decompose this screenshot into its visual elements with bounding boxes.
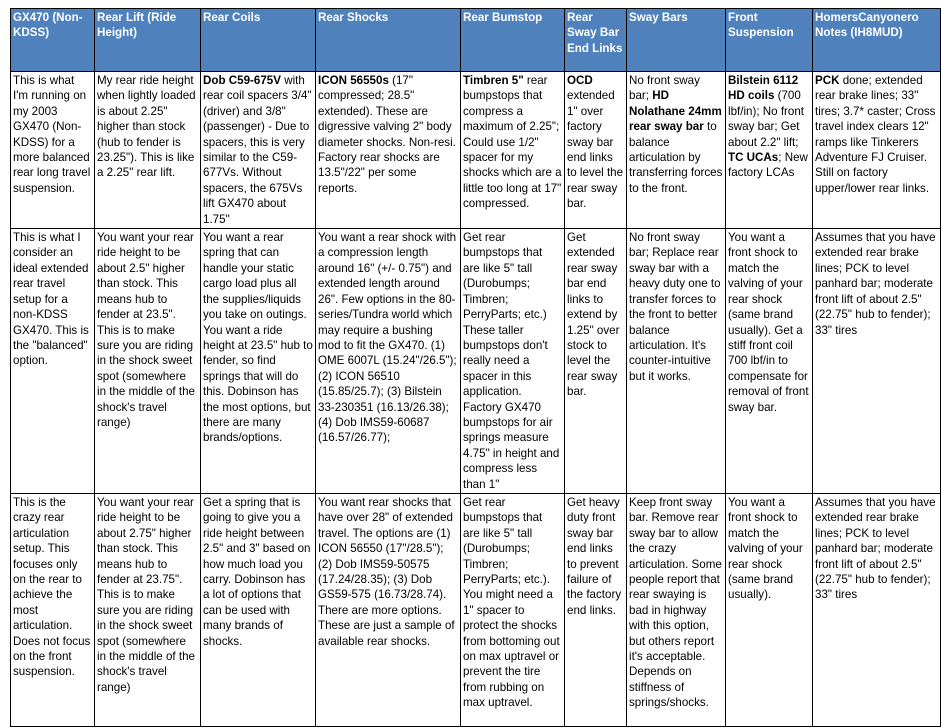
cell-text: (700 lbf/in); No front sway bar; Get about 2.2" lift; <box>728 89 805 149</box>
cell-setup <box>11 229 95 494</box>
cell-text: to balance articulation by transferring forces to the front. <box>629 120 723 195</box>
table-row <box>11 493 941 726</box>
cell-front-suspension <box>726 229 813 494</box>
header-front-suspension: Front Suspension <box>726 9 813 72</box>
cell-text: You want your rear ride height to be about 2.75" higher than stock. This means hub to fender at 23.75". This is to make sure you are riding in the shock sweet spot (somewhere in the middle of the shock's travel range) <box>97 495 195 694</box>
cell-sway-bars <box>627 229 726 494</box>
header-notes: HomersCanyonero Notes (IH8MUD) <box>813 9 941 72</box>
cell-rear-lift <box>95 229 201 494</box>
cell-end-links <box>565 493 627 726</box>
cell-rear-bumpstop <box>461 493 565 726</box>
cell-setup <box>11 493 95 726</box>
cell-end-links <box>565 229 627 494</box>
cell-text-bold: Timbren 5" <box>463 74 524 87</box>
cell-rear-shocks <box>316 229 461 494</box>
suspension-comparison-table <box>10 8 941 727</box>
cell-sway-bars <box>627 493 726 726</box>
cell-text: You want a rear spring that can handle your static cargo load plus all the supplies/liquids you take on outings. You want a ride height at 23.5" hub to fender, so find springs that will do this. Dobinson has the most options, but there are many brands/options. <box>203 231 313 445</box>
cell-rear-shocks <box>316 493 461 726</box>
cell-text: No front sway bar; <box>629 74 700 103</box>
cell-text: Get a spring that is going to give you a ride height between 2.5" and 3" based on how much load you carry. Dobinson has a lot of options that can be used with many brands of shocks. <box>203 495 311 648</box>
cell-text: Get heavy duty front sway bar end links to prevent failure of the factory end links. <box>567 495 622 617</box>
cell-text: Get rear bumpstops that are like 5" tall (Durobumps; Timbren; PerryParts; etc.) These taller bumpstops don't really need a spacer in this application. Factory GX470 bumpstops for air springs measure 4.75" in height and compress less than 1" <box>463 231 560 491</box>
table-row <box>11 229 941 494</box>
header-sway-bar-end-links: Rear Sway Bar End Links <box>565 9 627 72</box>
cell-text: This is the crazy rear articulation setup. This focuses only on the rear to achieve the most articulation. Does not focus on the front suspension. <box>13 495 91 679</box>
table-row <box>11 72 941 229</box>
cell-text: You want rear shocks that have over 28" of extended travel. The options are (1) ICON 56550 (17"/28.5"); (2) Dob IMS59-50575 (17.24/28.35); (3) Dob GS59-575 (16.73/28.74). There are more options. These are just a sample of available rear shocks. <box>318 495 455 648</box>
cell-text: This is what I'm running on my 2003 GX470 (Non-KDSS) for a more balanced rear long travel suspension. <box>13 74 91 195</box>
cell-notes <box>813 493 941 726</box>
cell-setup <box>11 72 95 229</box>
cell-text-bold: HD Nolathane 24mm rear sway bar <box>629 89 722 134</box>
cell-notes <box>813 229 941 494</box>
cell-text-bold: OCD <box>567 74 593 87</box>
cell-text: Get rear bumpstops that are like 5" tall (Durobumps; Timbren; PerryParts; etc.). You might need a 1" spacer to protect the shocks from bottoming out on max uptravel or prevent the tire from rubbing on max uptravel. <box>463 495 560 710</box>
cell-text: (17" compressed; 28.5" extended). These are digressive valving 2" body diameter shocks. Non-resi. Factory rear shocks are 13.5"/22" per some reports. <box>318 74 456 195</box>
cell-rear-bumpstop <box>461 229 565 494</box>
cell-text: My rear ride height when lightly loaded is about 2.25" higher than stock (hub to fender is 23.25"). This is like a 2.25" rear lift. <box>97 74 196 180</box>
cell-front-suspension <box>726 493 813 726</box>
cell-text-bold: ICON 56550s <box>318 74 389 87</box>
cell-rear-lift <box>95 493 201 726</box>
header-rear-coils: Rear Coils <box>201 9 316 72</box>
cell-end-links <box>565 72 627 229</box>
cell-rear-lift <box>95 72 201 229</box>
cell-sway-bars <box>627 72 726 229</box>
cell-text: No front sway bar; Replace rear sway bar with a heavy duty one to transfer forces to the front to better balance articulation. It's counter-intuitive but it works. <box>629 231 721 383</box>
header-rear-lift: Rear Lift (Ride Height) <box>95 9 201 72</box>
cell-rear-shocks <box>316 72 461 229</box>
cell-text: done; extended rear brake lines; 33" tires; 3.7* caster; Cross travel index clears 12" ramps like Tinkerers Adventure FJ Cruiser. Still on factory upper/lower rear links. <box>815 74 936 195</box>
cell-text: You want a front shock to match the valving of your rear shock (same brand usually). <box>728 495 803 602</box>
cell-text: extended 1" over factory sway bar end links to level the rear sway bar. <box>567 89 624 211</box>
cell-front-suspension <box>726 72 813 229</box>
cell-rear-bumpstop <box>461 72 565 229</box>
cell-text: Assumes that you have extended rear brake lines; PCK to level panhard bar; moderate front lift of about 2.5" (22.75" hub to fender); 33" tires <box>815 231 936 337</box>
cell-rear-coils <box>201 493 316 726</box>
cell-text-bold: PCK <box>815 74 840 87</box>
cell-rear-coils <box>201 72 316 229</box>
header-sway-bars: Sway Bars <box>627 9 726 72</box>
cell-rear-coils <box>201 229 316 494</box>
cell-text: Assumes that you have extended rear brake lines; PCK to level panhard bar; moderate front lift of about 2.5" (22.75" hub to fender); 33" tires <box>815 495 936 602</box>
cell-text: You want your rear ride height to be about 2.5" higher than stock. This means hub to fender at 23.5". This is to make sure you are riding in the shock sweet spot (somewhere in the middle of the shock's travel range) <box>97 231 195 429</box>
cell-text: with rear coil spacers 3/4" (driver) and 3/8" (passenger) - Due to spacers, this is very similar to the C59-677Vs. Without spacers, the 675Vs lift GX470 about 1.75" <box>203 74 312 226</box>
header-rear-bumpstop: Rear Bumstop <box>461 9 565 72</box>
cell-text: This is what I consider an ideal extended rear travel setup for a non-KDSS GX470. This is the "balanced" option. <box>13 231 89 368</box>
cell-text: ; New factory LCAs <box>728 151 808 180</box>
cell-notes <box>813 72 941 229</box>
header-setup: GX470 (Non-KDSS) <box>11 9 95 72</box>
cell-text-bold: Dob C59-675V <box>203 74 281 87</box>
cell-text-bold: TC UCAs <box>728 151 779 165</box>
cell-text: You want a rear shock with a compression length around 16" (+/- 0.75") and extended length around 26". Few options in the 80-series/Tundra world which may require a bushing mod to fit the GX470. (1) OME 6007L (15.24"/26.5"); (2) ICON 56510 (15.85/25.7); (3) Bilstein 33-230351 (16.13/26.38); (4) Dob IMS59-60687 (16.57/26.77); <box>318 231 457 445</box>
header-rear-shocks: Rear Shocks <box>316 9 461 72</box>
cell-text: rear bumpstops that compress a maximum of 2.25"; Could use 1/2" spacer for my shocks which are a little too long at 17" compressed. <box>463 74 562 211</box>
cell-text-bold: Bilstein 6112 HD coils <box>728 74 799 103</box>
cell-text: Keep front sway bar. Remove rear sway bar to allow the crazy articulation. Some people report that rear swaying is bad in highway with this option, but others report it's acceptable. Depends on stiffness of springs/shocks. <box>629 495 722 710</box>
header-row <box>11 9 941 72</box>
cell-text: You want a front shock to match the valving of your rear shock (same brand usually). Get a stiff front coil 700 lbf/in to compensate for removal of front sway bar. <box>728 231 809 414</box>
cell-text: Get extended rear sway bar end links to extend by 1.25" over stock to level the rear sway bar. <box>567 231 620 399</box>
